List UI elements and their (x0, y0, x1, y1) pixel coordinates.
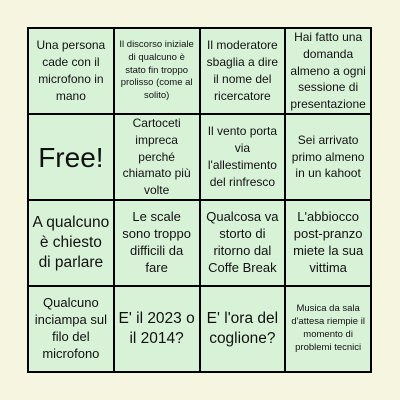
cell-text: Una persona cade con il microfono in mano (36, 38, 106, 103)
cell-text: Sei arrivato primo almeno in un kahoot (291, 132, 365, 181)
cell-text: Le scale sono troppo difficili da fare (122, 209, 191, 275)
bingo-cell[interactable] (29, 287, 113, 371)
bingo-cell[interactable] (286, 29, 370, 113)
cell-text: Free! (38, 141, 104, 173)
bingo-cell[interactable] (115, 29, 199, 113)
bingo-cell[interactable] (286, 115, 370, 199)
cell-text: L'abbiocco post-pranzo miete la sua vittima (293, 209, 364, 275)
cell-text: Il moderatore sbaglia a dire il nome del ricercatore (206, 38, 279, 103)
cell-text: Cartoceti impreca perché chiamato più volte (122, 116, 191, 198)
bingo-cell[interactable] (29, 201, 113, 285)
cell-text: Qualcosa va storto di ritorno dal Coffe Break (206, 209, 279, 275)
cell-text: Il vento porta via l'allestimento del rinfresco (207, 124, 278, 189)
cell-text: E' il 2023 o il 2014? (118, 309, 195, 347)
cell-text: E' l'ora del coglione? (206, 309, 279, 347)
bingo-cell[interactable] (286, 201, 370, 285)
free-cell[interactable] (29, 115, 113, 199)
cell-text: Il discorso iniziale di qualcuno è stato fin troppo prolisso (come al solito) (119, 38, 194, 102)
bingo-cell[interactable] (286, 287, 370, 371)
bingo-cell[interactable] (115, 115, 199, 199)
bingo-cell[interactable] (201, 287, 285, 371)
cell-text: Hai fatto una domanda almeno a ogni sessione di presentazione (290, 30, 366, 112)
bingo-cell[interactable] (29, 29, 113, 113)
bingo-cell[interactable] (115, 201, 199, 285)
bingo-cell[interactable] (201, 29, 285, 113)
cell-text: A qualcuno è chiesto di parlare (32, 213, 110, 272)
cell-text: Qualcuno inciampa sul filo del microfono (34, 295, 107, 361)
bingo-board (27, 27, 372, 373)
bingo-cell[interactable] (201, 115, 285, 199)
bingo-cell[interactable] (201, 201, 285, 285)
bingo-cell[interactable] (115, 287, 199, 371)
cell-text: Musica da sala d'attesa riempie il momento di problemi tecnici (291, 303, 365, 353)
